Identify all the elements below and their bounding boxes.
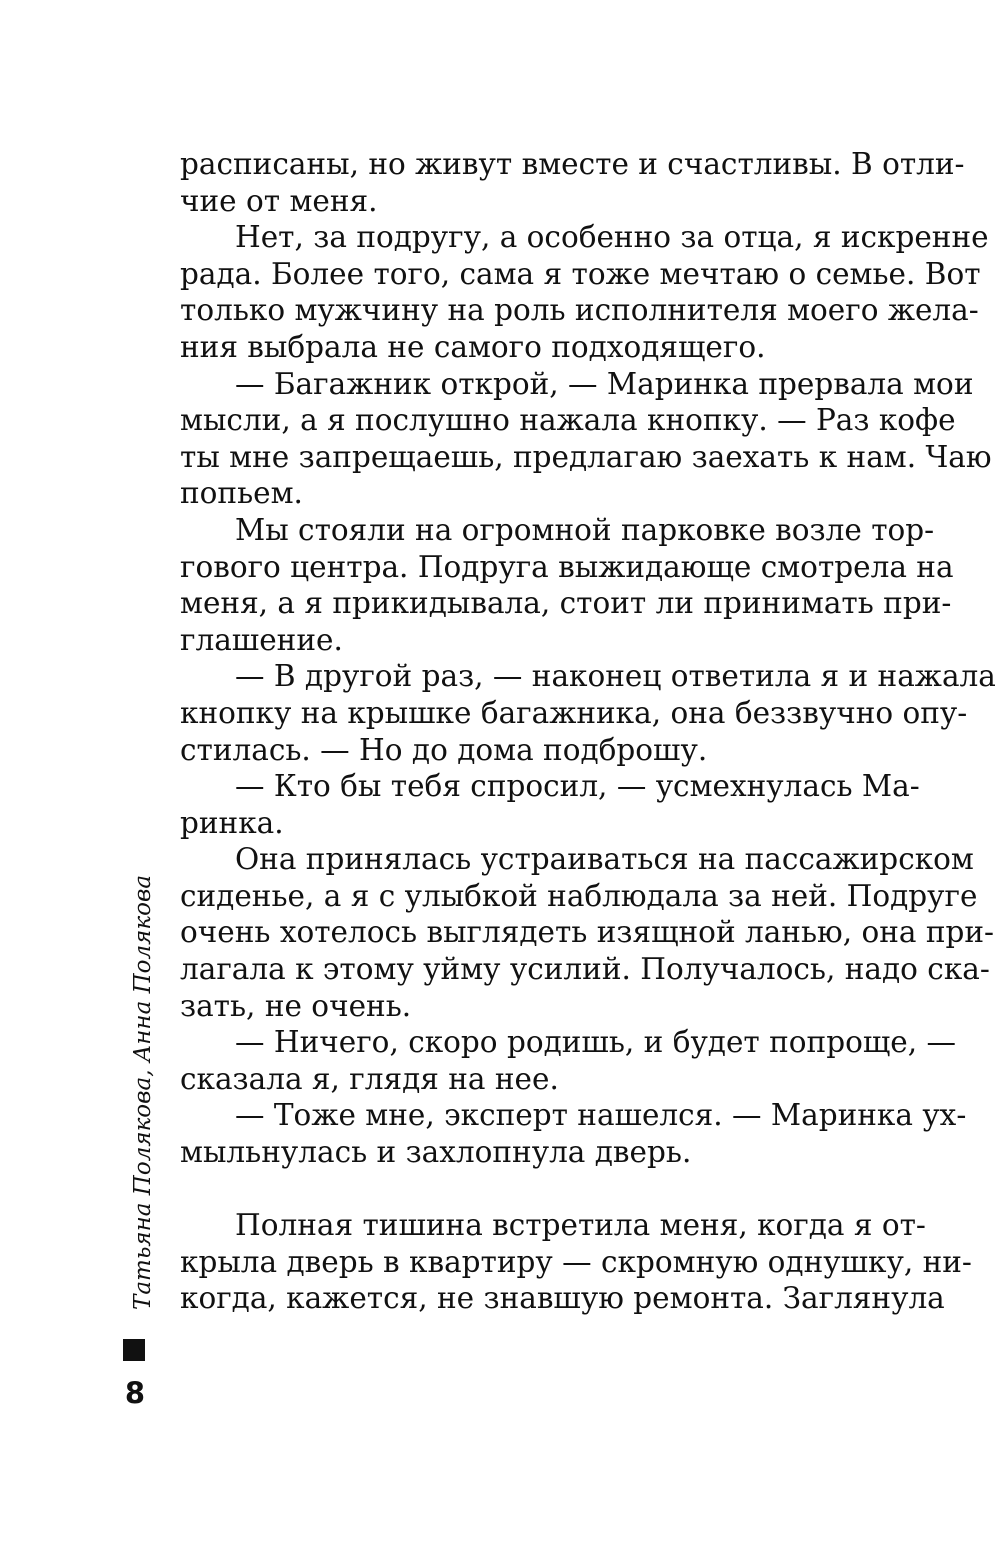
section-break	[180, 1171, 892, 1208]
text-line: меня, а я прикидывала, стоит ли принимать при-	[180, 586, 952, 621]
page-marker-square	[123, 1339, 145, 1361]
text-line: когда, кажется, не знавшую ремонта. Заглянула	[180, 1281, 945, 1316]
text-line: стилась. — Но до дома подброшу.	[180, 732, 708, 767]
text-line: расписаны, но живут вместе и счастливы. В отли-	[180, 147, 965, 181]
text-line: гового центра. Подруга выжидающе смотрела на	[180, 549, 954, 584]
text-line: попьем.	[180, 476, 303, 511]
text-line: Мы стояли на огромной парковке возле тор-	[235, 512, 935, 547]
text-line: лагала к этому уйму усилий. Получалось, надо ска-	[180, 952, 990, 987]
page-number: 8	[124, 1376, 146, 1410]
text-line: — Кто бы тебя спросил, — усмехнулась Ма-	[235, 769, 920, 804]
text-line: только мужчину на роль исполнителя моего жела-	[180, 293, 979, 328]
text-line: мысли, а я послушно нажала кнопку. — Раз кофе	[180, 403, 956, 438]
text-line: крыла дверь в квартиру — скромную однушку, ни-	[180, 1244, 972, 1279]
text-line: ния выбрала не самого подходящего.	[180, 329, 766, 364]
text-line: — Тоже мне, эксперт нашелся. — Маринка ух-	[235, 1098, 967, 1133]
text-line: сказала я, глядя на нее.	[180, 1061, 559, 1096]
text-line: — В другой раз, — наконец ответила я и нажала	[235, 659, 996, 694]
text-line: кнопку на крышке багажника, она беззвучно опу-	[180, 695, 968, 730]
text-line: Она принялась устраиваться на пассажирском	[235, 842, 974, 877]
text-line: зать, не очень.	[180, 988, 412, 1023]
text-line: очень хотелось выглядеть изящной ланью, она при-	[180, 915, 995, 950]
text-line: Нет, за подругу, а особенно за отца, я искренне	[235, 220, 989, 255]
text-line: Полная тишина встретила меня, когда я от-	[235, 1208, 926, 1243]
running-head: Татьяна Полякова, Анна Полякова	[130, 874, 156, 1310]
text-line: — Багажник открой, — Маринка прервала мои	[235, 366, 974, 401]
text-line: — Ничего, скоро родишь, и будет попроще, —	[235, 1025, 956, 1060]
text-line: ринка.	[180, 805, 284, 840]
body-text	[180, 146, 996, 1317]
text-line: сиденье, а я с улыбкой наблюдала за ней. Подруге	[180, 878, 978, 913]
text-line: мыльнулась и захлопнула дверь.	[180, 1135, 692, 1170]
text-line: рада. Более того, сама я тоже мечтаю о семье. Вот	[180, 256, 981, 291]
text-line: глашение.	[180, 622, 343, 657]
text-line: ты мне запрещаешь, предлагаю заехать к нам. Чаю	[180, 439, 992, 474]
text-line: чие от меня.	[180, 183, 378, 218]
